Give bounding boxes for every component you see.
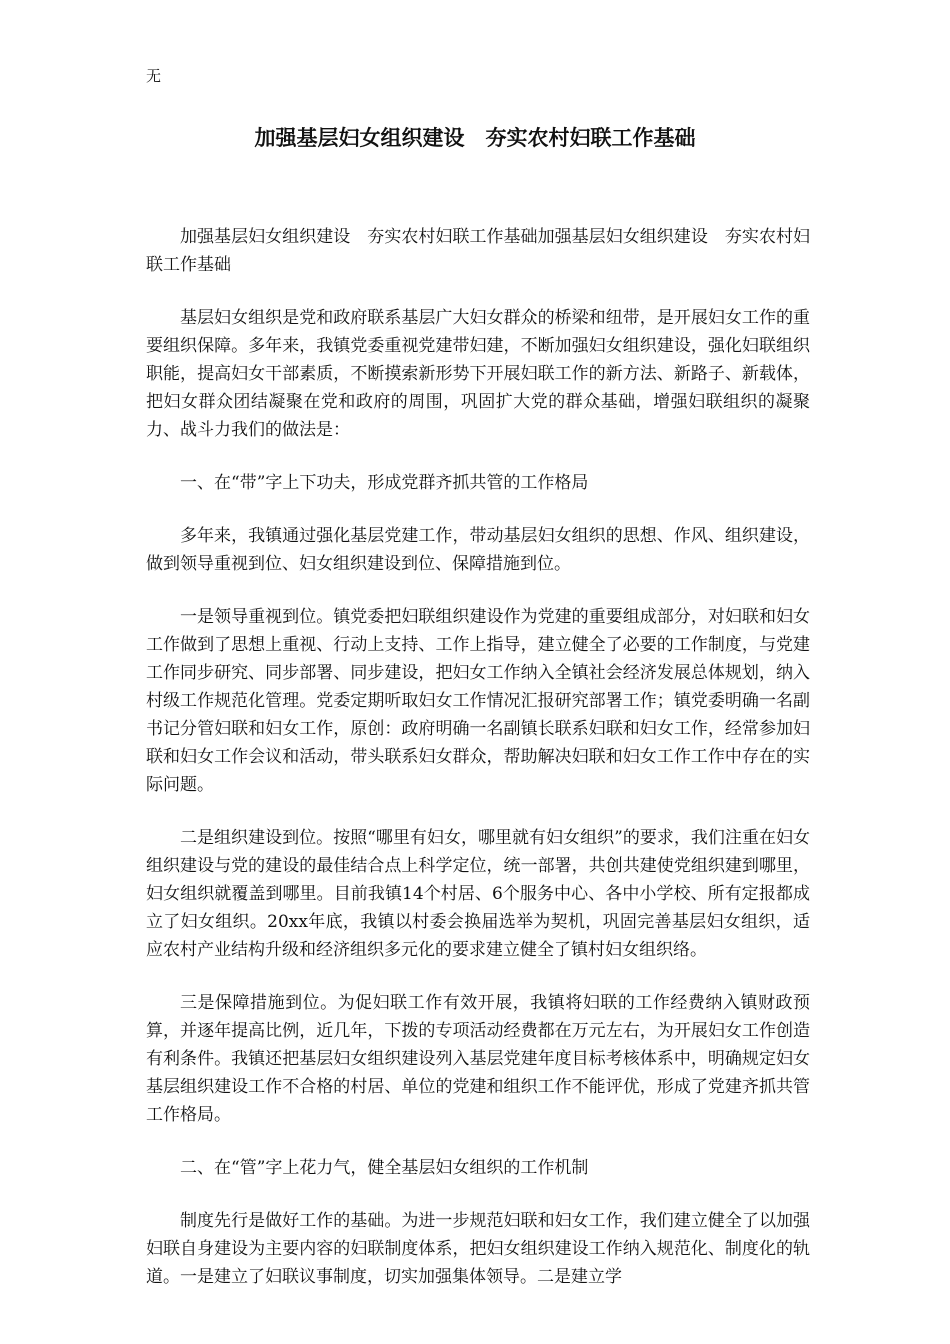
paragraph-organization: 二是组织建设到位。按照“哪里有妇女，哪里就有妇女组织”的要求，我们注重在妇女组织建设与党的建设的最佳结合点上科学定位，统一部署，共创共建使党组织建到哪里，妇女组织就覆盖到哪里。目前我镇14个村居、6个服务中心、各中小学校、所有定报都成立了妇女组织。20xx年底，我镇以村委会换届选举为契机，巩固完善基层妇女组织，适应农村产业结构升级和经济组织多元化的要求建立健全了镇村妇女组织络。 [146, 828, 810, 960]
document-title: 加强基层妇女组织建设 夯实农村妇联工作基础 [254, 125, 696, 150]
paragraph-intro: 基层妇女组织是党和政府联系基层广大妇女群众的桥梁和纽带，是开展妇女工作的重要组织保障。多年来，我镇党委重视党建带妇建，不断加强妇女组织建设，强化妇联组织职能，提高妇女干部素质，不断摸索新形势下开展妇联工作的新方法、新路子、新载体，把妇女群众团结凝聚在党和政府的周围，巩固扩大党的群众基础，增强妇联组织的凝聚力、战斗力我们的做法是： [146, 308, 810, 440]
section-heading-1: 一、在“带”字上下功夫，形成党群齐抓共管的工作格局 [180, 473, 589, 493]
paragraph-section-2-intro: 制度先行是做好工作的基础。为进一步规范妇联和妇女工作，我们建立健全了以加强妇联自身建设为主要内容的妇联制度体系，把妇女组织建设工作纳入规范化、制度化的轨道。一是建立了妇联议事制度，切实加强集体领导。二是建立学 [146, 1211, 810, 1287]
document-body [146, 223, 810, 1316]
header-mark: 无 [146, 67, 162, 85]
section-heading-2: 二、在“管”字上花力气，健全基层妇女组织的工作机制 [180, 1158, 589, 1178]
paragraph-safeguards: 三是保障措施到位。为促妇联工作有效开展，我镇将妇联的工作经费纳入镇财政预算，并逐年提高比例，近几年，下拨的专项活动经费都在万元左右，为开展妇女工作创造有利条件。我镇还把基层妇女组织建设列入基层党建年度目标考核体系中，明确规定妇女基层组织建设工作不合格的村居、单位的党建和组织工作不能评优，形成了党建齐抓共管工作格局。 [146, 993, 810, 1125]
paragraph-title-repeat: 加强基层妇女组织建设 夯实农村妇联工作基础加强基层妇女组织建设 夯实农村妇联工作基础 [146, 227, 810, 275]
paragraph-leadership: 一是领导重视到位。镇党委把妇联组织建设作为党建的重要组成部分，对妇联和妇女工作做到了思想上重视、行动上支持、工作上指导，建立健全了必要的工作制度，与党建工作同步研究、同步部署、同步建设，把妇女工作纳入全镇社会经济发展总体规划，纳入村级工作规范化管理。党委定期听取妇女工作情况汇报研究部署工作；镇党委明确一名副书记分管妇联和妇女工作，原创：政府明确一名副镇长联系妇联和妇女工作，经常参加妇联和妇女工作会议和活动，带头联系妇女群众，帮助解决妇联和妇女工作工作中存在的实际问题。 [146, 607, 810, 795]
paragraph-section-1-intro: 多年来，我镇通过强化基层党建工作，带动基层妇女组织的思想、作风、组织建设，做到领导重视到位、妇女组织建设到位、保障措施到位。 [146, 526, 810, 574]
